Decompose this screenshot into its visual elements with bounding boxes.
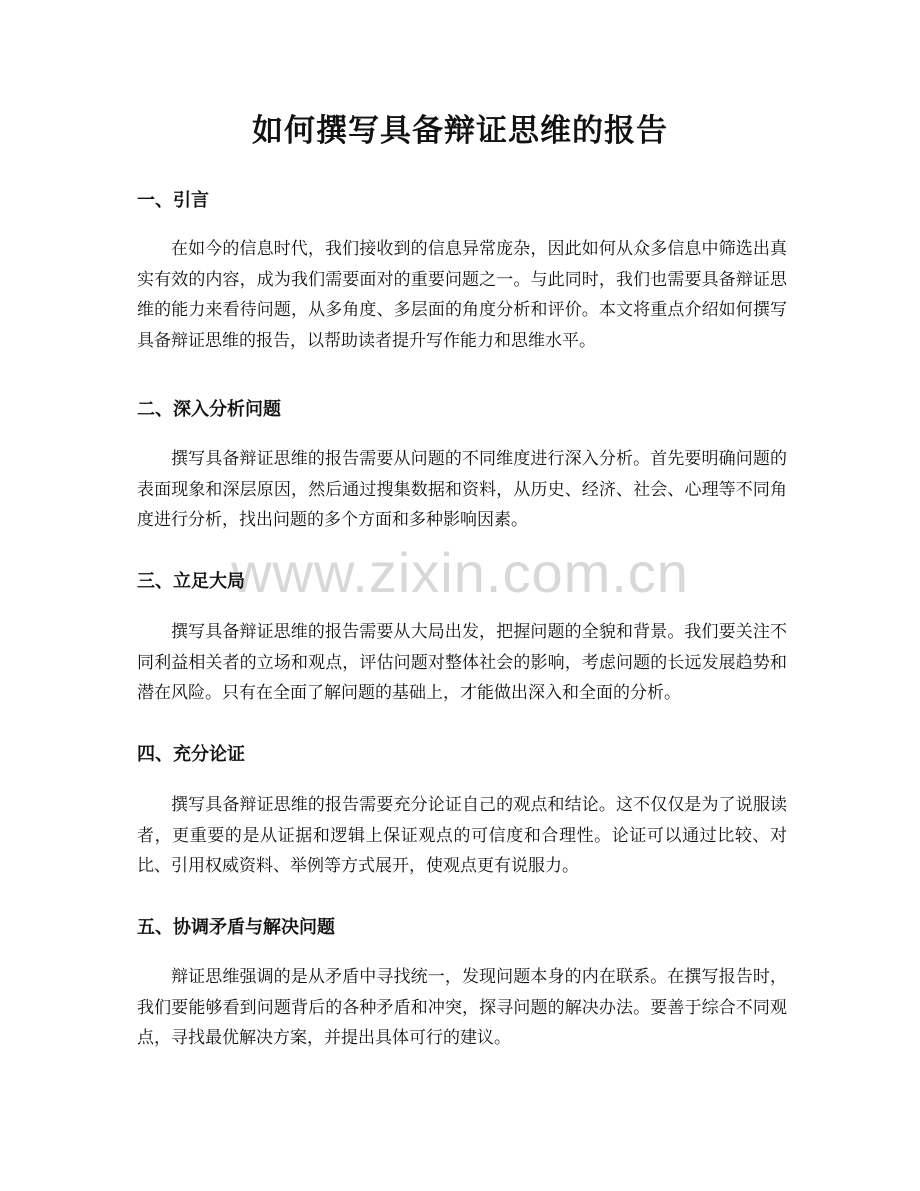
section-heading-big-picture: 三、立足大局 xyxy=(137,571,245,592)
section-heading-argumentation: 四、充分论证 xyxy=(137,744,245,765)
page-title: 如何撰写具备辩证思维的报告 xyxy=(252,113,668,149)
section-heading-analysis: 二、深入分析问题 xyxy=(137,399,281,420)
section-paragraph-resolve-conflicts: 辩证思维强调的是从矛盾中寻找统一，发现问题本身的内在联系。在撰写报告时，我们要能够看到问题背后的各种矛盾和冲突，探寻问题的解决办法。要善于综合不同观点，寻找最优解决方案，并提出具体可行的建议。 xyxy=(137,967,787,1048)
section-paragraph-analysis: 撰写具备辩证思维的报告需要从问题的不同维度进行深入分析。首先要明确问题的表面现象和深层原因，然后通过搜集数据和资料，从历史、经济、社会、心理等不同角度进行分析，找出问题的多个方面和多种影响因素。 xyxy=(137,449,787,530)
section-heading-introduction: 一、引言 xyxy=(137,190,209,211)
section-paragraph-argumentation: 撰写具备辩证思维的报告需要充分论证自己的观点和结论。这不仅仅是为了说服读者，更重要的是从证据和逻辑上保证观点的可信度和合理性。论证可以通过比较、对比、引用权威资料、举例等方式展开，使观点更有说服力。 xyxy=(137,795,787,876)
section-paragraph-big-picture: 撰写具备辩证思维的报告需要从大局出发，把握问题的全貌和背景。我们要关注不同利益相关者的立场和观点，评估问题对整体社会的影响，考虑问题的长远发展趋势和潜在风险。只有在全面了解问题的基础上，才能做出深入和全面的分析。 xyxy=(137,622,787,703)
watermark: www.zixin.com.cn xyxy=(231,541,689,604)
section-heading-resolve-conflicts: 五、协调矛盾与解决问题 xyxy=(137,917,335,938)
section-paragraph-introduction: 在如今的信息时代，我们接收到的信息异常庞杂，因此如何从众多信息中筛选出真实有效的内容，成为我们需要面对的重要问题之一。与此同时，我们也需要具备辩证思维的能力来看待问题，从多角度、多层面的角度分析和评价。本文将重点介绍如何撰写具备辩证思维的报告，以帮助读者提升写作能力和思维水平。 xyxy=(137,239,787,351)
